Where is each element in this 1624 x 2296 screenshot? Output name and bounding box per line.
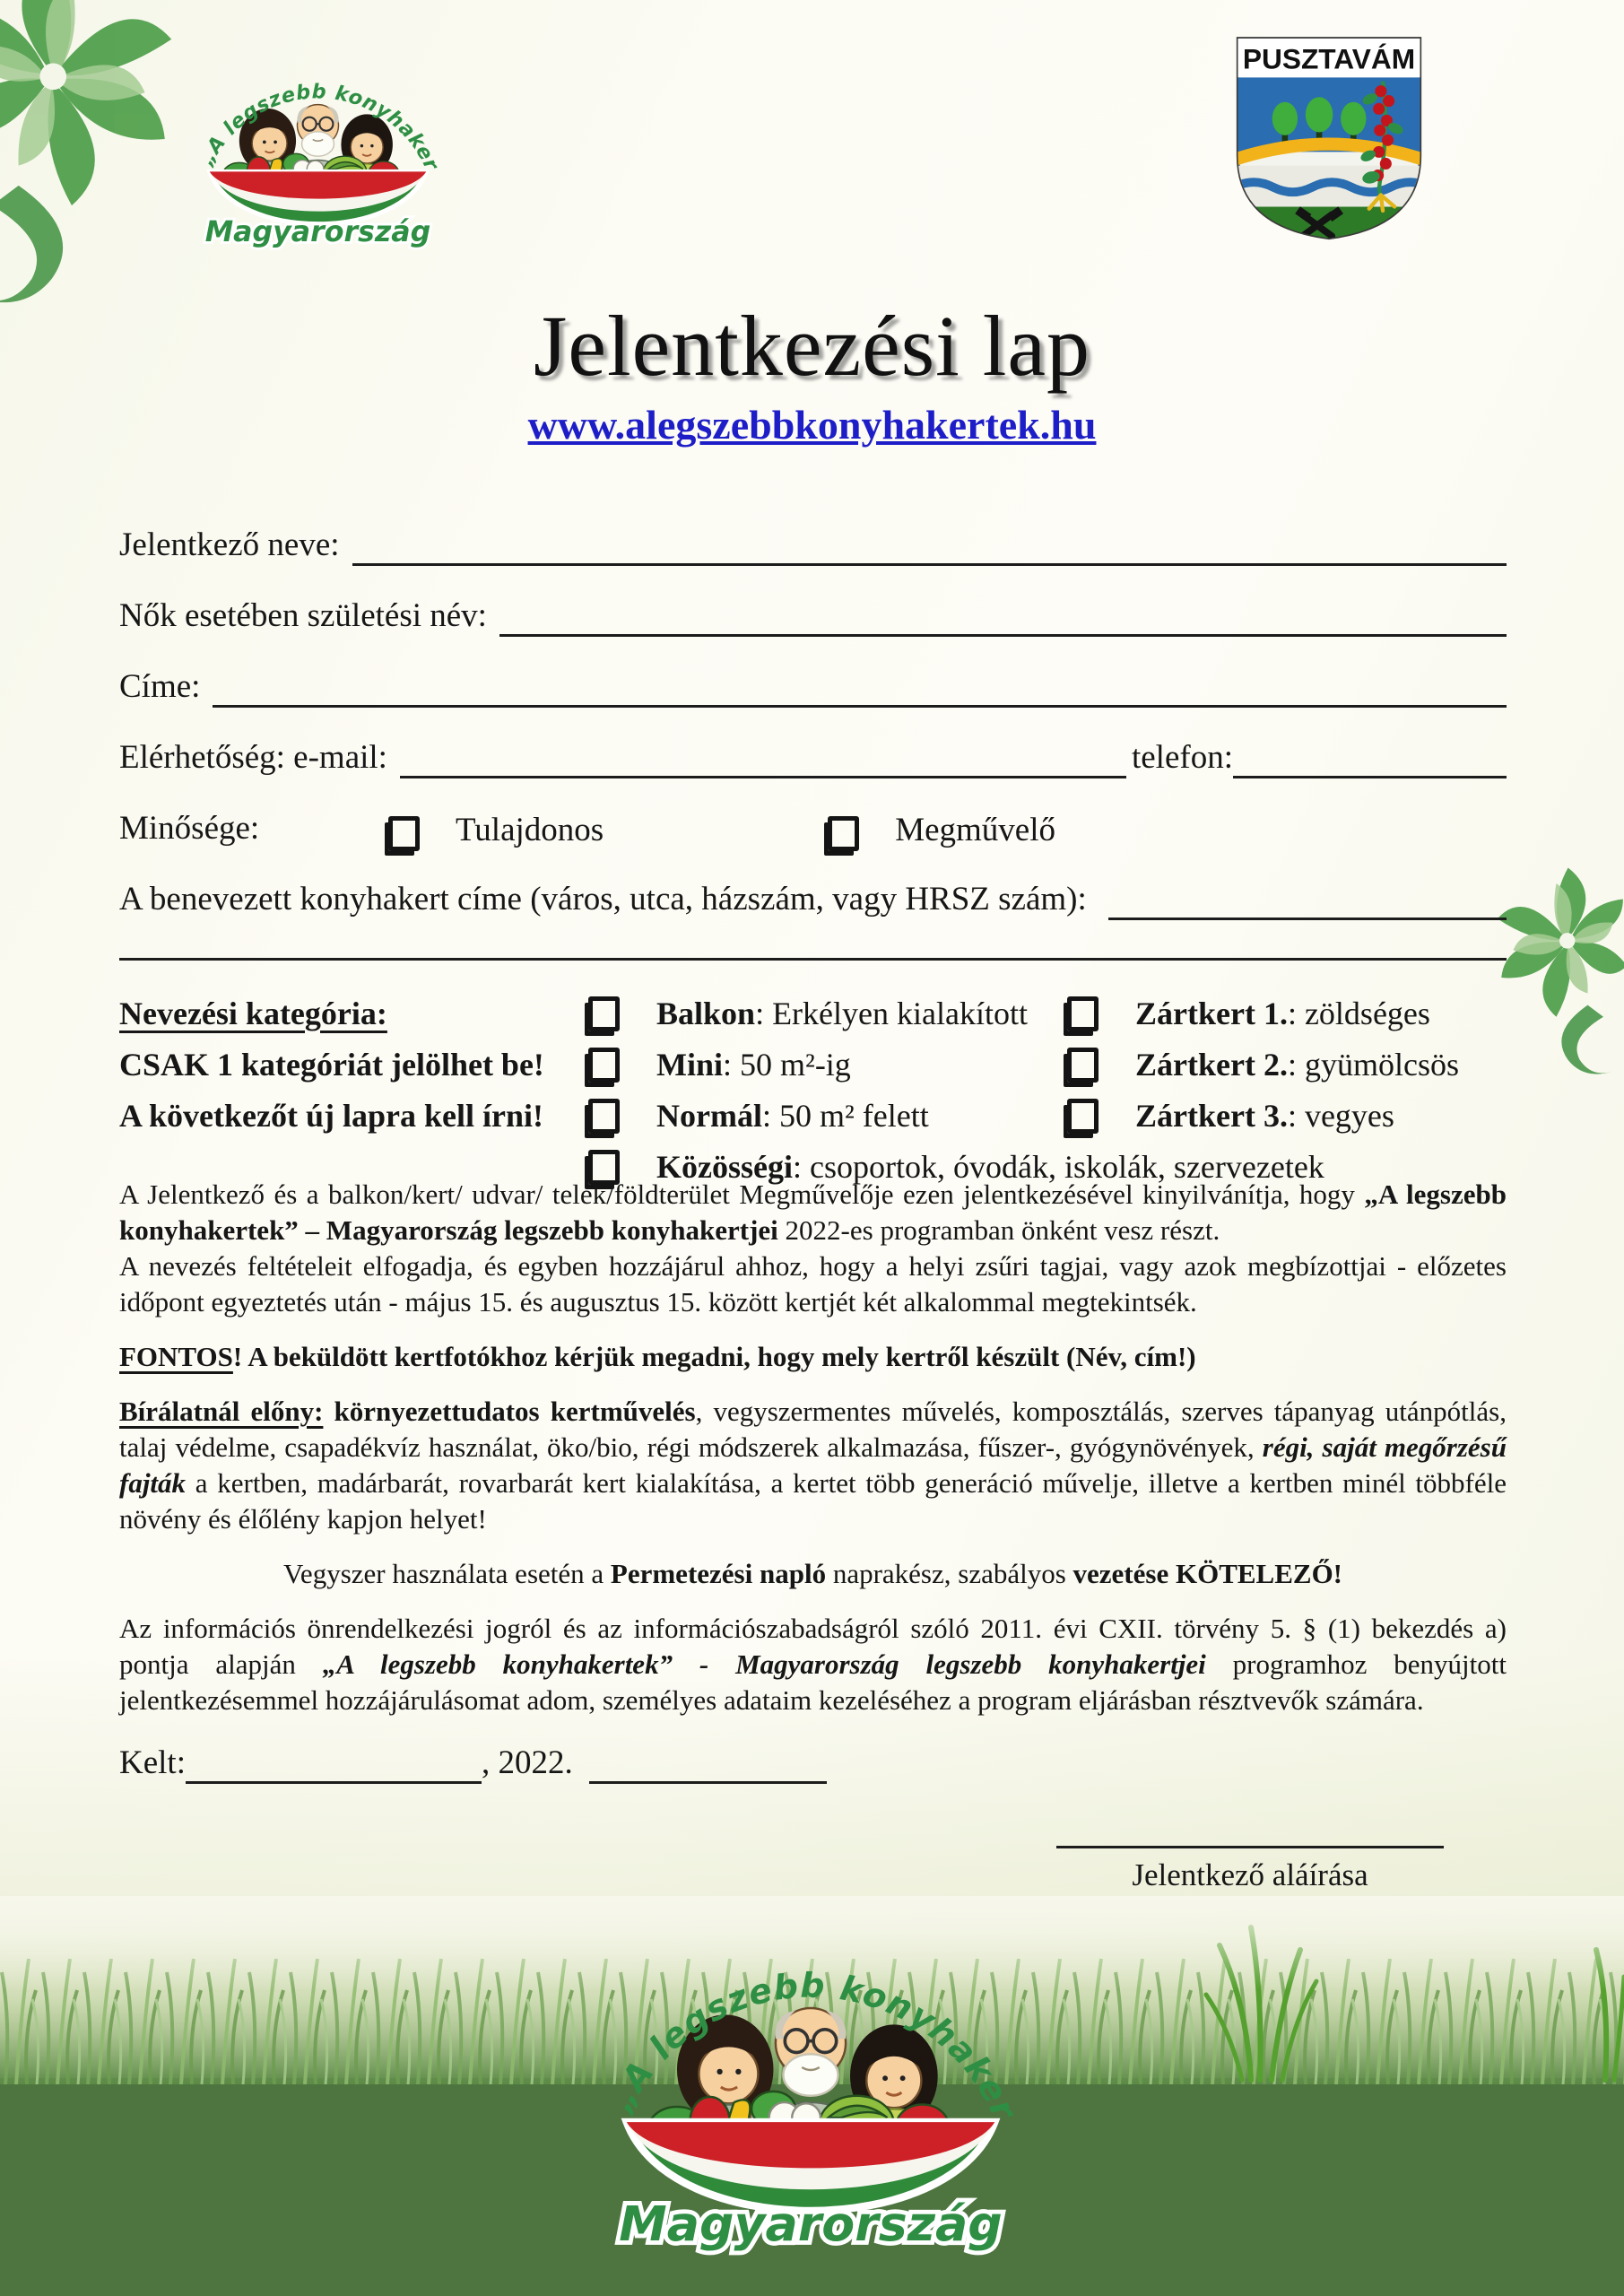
birth-name-row <box>119 566 1507 637</box>
address-field[interactable] <box>213 665 1507 708</box>
category-zartkert3-label: Zártkert 3.: vegyes <box>1135 1097 1394 1134</box>
date-label: Kelt: <box>119 1744 186 1781</box>
pesticide-note: Vegyszer használata esetén a Permetezési napló naprakész, szabályos vezetése KÖTELEZŐ! <box>282 1558 1343 1589</box>
owner-checkbox[interactable] <box>388 816 420 851</box>
category-mini-checkbox[interactable] <box>588 1048 620 1083</box>
date-day-field[interactable] <box>589 1742 827 1784</box>
owner-label: Tulajdonos <box>456 812 604 848</box>
email-field[interactable] <box>400 736 1126 778</box>
pusztavam-coat-of-arms <box>1225 30 1433 244</box>
category-zartkert1-checkbox[interactable] <box>1067 996 1099 1031</box>
category-balkon-checkbox[interactable] <box>588 996 620 1031</box>
category-note-1: CSAK 1 kategóriát jelölhet be! <box>119 1046 544 1083</box>
garden-address-field[interactable] <box>1108 878 1507 920</box>
birth-name-label: Nők esetében születési név: <box>119 597 487 634</box>
phone-label: telefon: <box>1131 739 1233 776</box>
applicant-name-row <box>119 495 1507 566</box>
coa-town-name: PUSZTAVÁM <box>1242 42 1416 75</box>
garden-address-row <box>119 849 1507 920</box>
date-place-field[interactable] <box>186 1742 482 1784</box>
form-fields <box>119 495 1507 1192</box>
category-balkon-label: Balkon: Erkélyen kialakított <box>656 995 1028 1031</box>
category-kozossegi-label: Közösségi: csoportok, óvodák, iskolák, szervezetek <box>656 1148 1324 1185</box>
role-label: Minősége: <box>119 810 260 847</box>
applicant-name-field[interactable] <box>352 524 1507 566</box>
applicant-name-label: Jelentkező neve: <box>119 526 340 563</box>
date-row <box>119 1742 1507 1784</box>
category-normal-checkbox[interactable] <box>588 1099 620 1134</box>
category-heading: Nevezési kategória: <box>119 995 387 1031</box>
role-row <box>119 778 1507 849</box>
page-title: Jelentkezési lap <box>533 298 1091 394</box>
category-zartkert3-checkbox[interactable] <box>1067 1099 1099 1134</box>
signature-block <box>1056 1801 1444 1893</box>
date-year-text: , 2022. <box>481 1744 573 1781</box>
program-logo-footer <box>563 1855 1058 2260</box>
address-row <box>119 637 1507 708</box>
category-zartkert1-label: Zártkert 1.: zöldséges <box>1135 995 1430 1031</box>
category-zartkert2-checkbox[interactable] <box>1067 1048 1099 1083</box>
category-section <box>119 987 1507 1192</box>
category-normal-label: Normál: 50 m² felett <box>656 1097 929 1134</box>
category-zartkert2-label: Zártkert 2.: gyümölcsös <box>1135 1046 1459 1083</box>
category-note-2: A következőt új lapra kell írni! <box>119 1097 543 1134</box>
address-label: Címe: <box>119 668 201 705</box>
intro-paragraph: A Jelentkező és a balkon/kert/ udvar/ telek/földterület Megművelője ezen jelentkezésével kinyilvánítja, hogy „A legszebb konyhakertek” – Magyarország legszebb konyhakertjei 2022-es programban önként vesz részt. A nevezés feltételeit elfogadja, és egyben hozzájárul ahhoz, hogy a helyi zsűri tagjai, vagy azok megbízottjai - előzetes időpont egyeztetés után - május 15. és augusztus 15. között kertjét két alkalommal megtekintsék. <box>119 1178 1507 1318</box>
signature-field[interactable] <box>1056 1801 1444 1848</box>
program-logo-header <box>172 14 464 253</box>
signature-label: Jelentkező aláírása <box>1132 1857 1368 1892</box>
contact-row <box>119 708 1507 778</box>
privacy-paragraph: Az információs önrendelkezési jogról és az információszabadságról szóló 2011. évi CXII. törvény 5. § (1) bekezdés a) pontja alapján „A legszebb konyhakertek” - Magyarország legszebb konyhakertjei programhoz benyújtott jelentkezésemmel hozzájárulásomat adom, személyes adataim kezeléséhez a program eljárásban résztvevők számára. <box>119 1613 1507 1716</box>
coa-trees <box>1272 97 1367 144</box>
cultivator-label: Megművelő <box>895 812 1055 848</box>
phone-field[interactable] <box>1233 736 1507 778</box>
important-note: FONTOS! A beküldött kertfotókhoz kérjük megadni, hogy mely kertről készült (Név, cím!) <box>119 1341 1196 1372</box>
terms-section <box>119 1177 1507 1718</box>
garden-address-label: A benevezett konyhakert címe (város, utca, házszám, vagy HRSZ szám): <box>119 881 1087 918</box>
advantage-paragraph: Bírálatnál előny: környezettudatos kertművelés, vegyszermentes művelés, komposztálás, szerves tápanyag utánpótlás, talaj védelme, csapadékvíz használat, öko/bio, régi módszerek alkalmazása, fűszer-, gyógynövények, régi, saját megőrzésű fajták a kertben, madárbarát, rovarbarát kert kialakítása, a kertet több generáció művelje, illetve a kertben minél többféle növény és élőlény kapjon helyet! <box>119 1396 1507 1535</box>
website-link[interactable]: www.alegszebbkonyhakertek.hu <box>527 402 1097 448</box>
garden-address-field-line2[interactable] <box>119 922 1507 961</box>
cultivator-checkbox[interactable] <box>828 816 859 851</box>
email-label: Elérhetőség: e-mail: <box>119 739 387 776</box>
birth-name-field[interactable] <box>499 595 1507 637</box>
category-mini-label: Mini: 50 m²-ig <box>656 1046 851 1083</box>
